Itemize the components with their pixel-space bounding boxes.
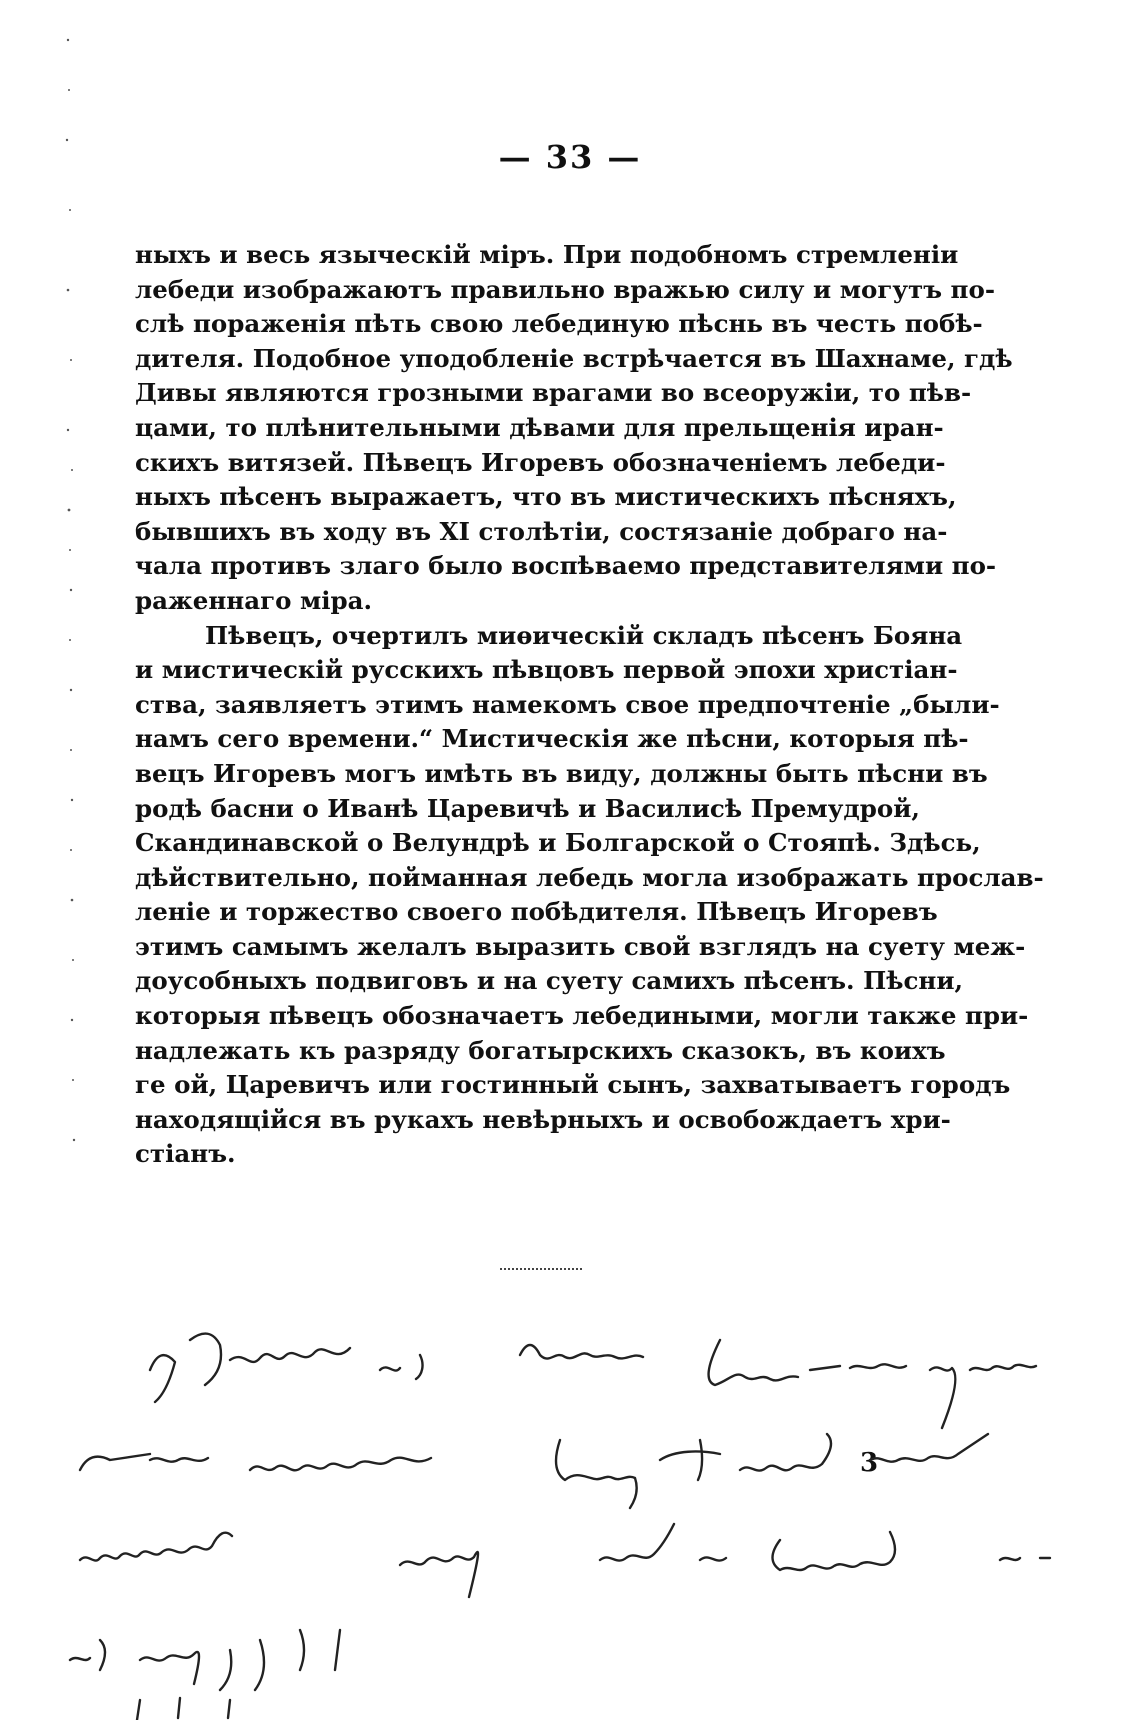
text-line: находящійся въ рукахъ невѣрныхъ и освобождаетъ хри-: [135, 1104, 951, 1134]
text-line: цами, то плѣнительными дѣвами для прельщенія иран-: [135, 412, 944, 442]
text-line: скихъ витязей. Пѣвецъ Игоревъ обозначеніемъ лебеди-: [135, 447, 946, 477]
text-line: и мистическій русскихъ пѣвцовъ первой эпохи христіан-: [135, 655, 958, 685]
text-line: родѣ басни о Иванѣ Царевичѣ и Василисѣ Премудрой,: [135, 793, 920, 823]
handwritten-annotation: [0, 1300, 1140, 1720]
text-line: доусобныхъ подвиговъ и на суету самихъ пѣсенъ. Пѣсни,: [135, 966, 964, 996]
page-number: — 33 —: [498, 138, 642, 176]
text-line: ныхъ пѣсенъ выражаетъ, что въ мистическихъ пѣсняхъ,: [135, 482, 957, 512]
text-line: надлежать къ разряду богатырскихъ сказокъ, въ коихъ: [135, 1035, 946, 1065]
text-line: этимъ самымъ желалъ выразить свой взглядъ на суету меж-: [135, 931, 1026, 961]
text-line: намъ сего времени.“ Мистическія же пѣсни, которыя пѣ-: [135, 724, 969, 754]
text-line: бывшихъ въ ходу въ XI столѣтіи, состязаніе добраго на-: [135, 516, 948, 546]
text-line: Дивы являются грозными врагами во всеоружіи, то пѣв-: [135, 378, 972, 408]
section-divider: [500, 1268, 582, 1270]
text-line: ныхъ и весь языческій міръ. При подобномъ стремленіи: [135, 240, 959, 269]
text-line: ства, заявляетъ этимъ намекомъ свое предпочтеніе „были-: [135, 689, 1000, 719]
text-line: чала противъ злаго было воспѣваемо представителями по-: [135, 551, 997, 581]
text-line: Скандинавской о Велундрѣ и Болгарской о Стояпѣ. Здѣсь,: [135, 828, 981, 858]
text-line: дѣйствительно, пойманная лебедь могла изображать прослав-: [135, 862, 1044, 892]
text-line: ге ой, Царевичъ или гостинный сынъ, захватываетъ городъ: [135, 1070, 1011, 1100]
text-line: дителя. Подобное уподобленіе встрѣчается въ Шахнаме, гдѣ: [135, 343, 1013, 373]
body-text: [135, 238, 1044, 1172]
margin-speckles: [62, 30, 82, 1230]
text-line: леніе и торжество своего побѣдителя. Пѣвецъ Игоревъ: [135, 897, 938, 927]
text-line: лебеди изображаютъ правильно вражью силу и могутъ по-: [135, 274, 995, 304]
text-line: слѣ пораженія пѣть свою лебединую пѣснь въ честь побѣ-: [135, 309, 983, 339]
text-line: раженнаго міра.: [135, 585, 373, 615]
text-line: Пѣвецъ, очертилъ миѳическій складъ пѣсенъ Бояна: [205, 620, 963, 650]
text-line: стіанъ.: [135, 1139, 236, 1169]
text-line: которыя пѣвецъ обозначаетъ лебедиными, могли также при-: [135, 1001, 1029, 1031]
text-line: вецъ Игоревъ могъ имѣть въ виду, должны быть пѣсни въ: [135, 758, 988, 788]
signature-mark: 3: [860, 1448, 879, 1478]
